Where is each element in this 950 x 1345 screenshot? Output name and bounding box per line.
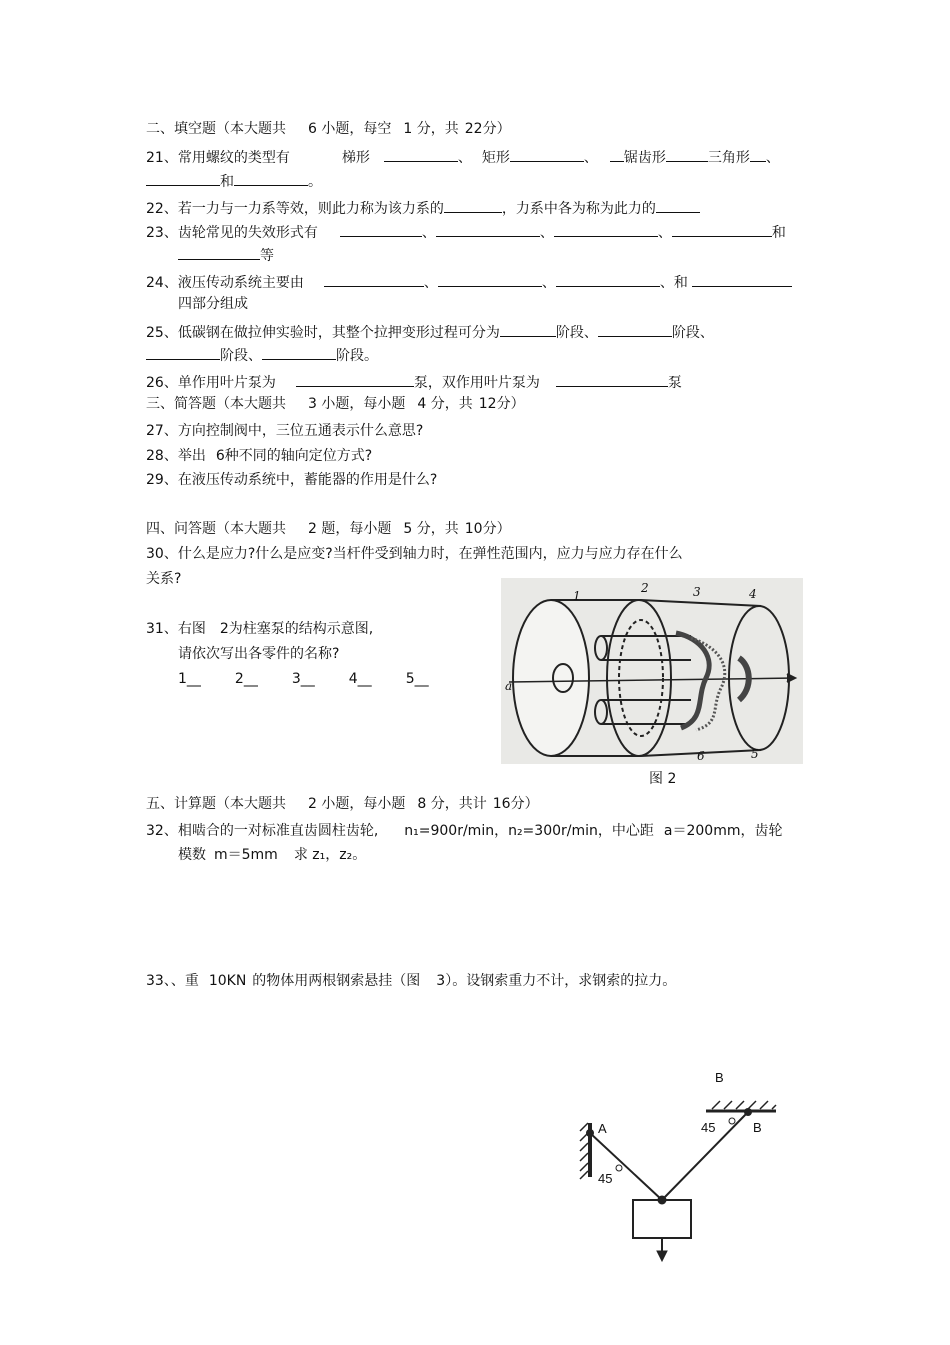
question-24: 24、液压传动系统主要由 、 、 、和	[146, 272, 792, 292]
blank[interactable]	[234, 171, 308, 186]
fig2-label-a: a	[505, 679, 513, 693]
question-23: 23、齿轮常见的失效形式有 、 、 、 和	[146, 222, 786, 242]
question-25: 25、低碳钢在做拉伸实验时，其整个拉押变形过程可分为 阶段、 阶段、	[146, 322, 714, 342]
blank[interactable]	[146, 345, 220, 360]
question-21-cont: 和 。	[146, 171, 322, 191]
question-21: 21、常用螺纹的类型有 梯形 、 矩形 、 锯齿形 三角形 、	[146, 147, 780, 167]
fig2-label-4: 4	[749, 587, 757, 601]
question-33: 33、、重 10KN 的物体用两根钢索悬挂（图 3）。设钢索重力不计，求钢索的拉力。	[146, 973, 677, 989]
blank[interactable]	[384, 147, 458, 162]
blank[interactable]	[324, 272, 424, 287]
blank[interactable]	[610, 147, 624, 162]
question-28: 28、举出 6种不同的轴向定位方式?	[146, 448, 373, 464]
blank[interactable]	[554, 222, 658, 237]
blank[interactable]	[436, 222, 540, 237]
question-32: 32、相啮合的一对标准直齿圆柱齿轮, n₁=900r/min，n₂=300r/min，中心距 a＝200mm，齿轮	[146, 823, 783, 839]
blank[interactable]	[340, 222, 422, 237]
blank[interactable]	[692, 272, 792, 287]
fig3-label-b: B	[753, 1120, 762, 1135]
fig3-angle-b: 45	[701, 1120, 716, 1135]
blank[interactable]	[500, 322, 556, 337]
fig3-label-a: A	[598, 1121, 607, 1136]
question-31: 31、右图 2为柱塞泵的结构示意图,	[146, 621, 374, 637]
blank[interactable]	[146, 171, 220, 186]
question-30-cont: 关系?	[146, 571, 182, 587]
fig3-label-b-top: B	[715, 1070, 724, 1085]
blank[interactable]	[444, 198, 502, 213]
question-26: 26、单作用叶片泵为 泵，双作用叶片泵为 泵	[146, 372, 682, 392]
question-27: 27、方向控制阀中，三位五通表示什么意思?	[146, 423, 424, 439]
fig2-label-1: 1	[573, 589, 581, 603]
question-24-cont: 四部分组成	[178, 296, 248, 312]
blank[interactable]	[750, 147, 766, 162]
fig2-label-3: 3	[693, 585, 701, 599]
question-32-cont: 模数 m＝5mm 求 z₁，z₂。	[178, 847, 367, 863]
blank[interactable]	[656, 198, 700, 213]
question-31-cont: 请依次写出各零件的名称?	[178, 646, 340, 662]
blank[interactable]	[262, 345, 336, 360]
question-31-items: 1__ 2__ 3__ 4__ 5__	[178, 671, 429, 687]
figure-2-caption: 图 2	[649, 771, 677, 787]
blank[interactable]	[556, 272, 660, 287]
blank[interactable]	[598, 322, 672, 337]
question-22: 22、若一力与一力系等效，则此力称为该力系的 ，力系中各为称为此力的	[146, 198, 700, 218]
section-5-title: 五、计算题（本大题共 2 小题，每小题 8 分，共计 16分）	[146, 796, 539, 812]
fig2-label-6: 6	[697, 749, 705, 763]
section-3-title: 三、简答题（本大题共 3 小题，每小题 4 分，共 12分）	[146, 396, 525, 412]
plunger-pump-figure	[501, 578, 803, 764]
blank[interactable]	[510, 147, 584, 162]
question-30: 30、什么是应力?什么是应变?当杆件受到轴力时，在弹性范围内，应力与应力存在什么	[146, 546, 683, 562]
blank[interactable]	[438, 272, 542, 287]
section-4-title: 四、问答题（本大题共 2 题，每小题 5 分，共 10分）	[146, 521, 511, 537]
question-25-cont: 阶段、 阶段。	[146, 345, 378, 365]
blank[interactable]	[672, 222, 772, 237]
fig3-angle-a: 45	[598, 1171, 613, 1186]
fig2-label-5: 5	[751, 747, 759, 761]
section-2-title: 二、填空题（本大题共 6 小题，每空 1 分，共 22分）	[146, 121, 511, 137]
question-29: 29、在液压传动系统中，蓄能器的作用是什么?	[146, 472, 438, 488]
question-23-cont: 等	[178, 245, 274, 265]
blank[interactable]	[296, 372, 414, 387]
blank[interactable]	[666, 147, 708, 162]
fig2-label-2: 2	[641, 581, 649, 595]
blank[interactable]	[178, 245, 260, 260]
cable-suspension-figure	[570, 1065, 790, 1265]
blank[interactable]	[556, 372, 668, 387]
